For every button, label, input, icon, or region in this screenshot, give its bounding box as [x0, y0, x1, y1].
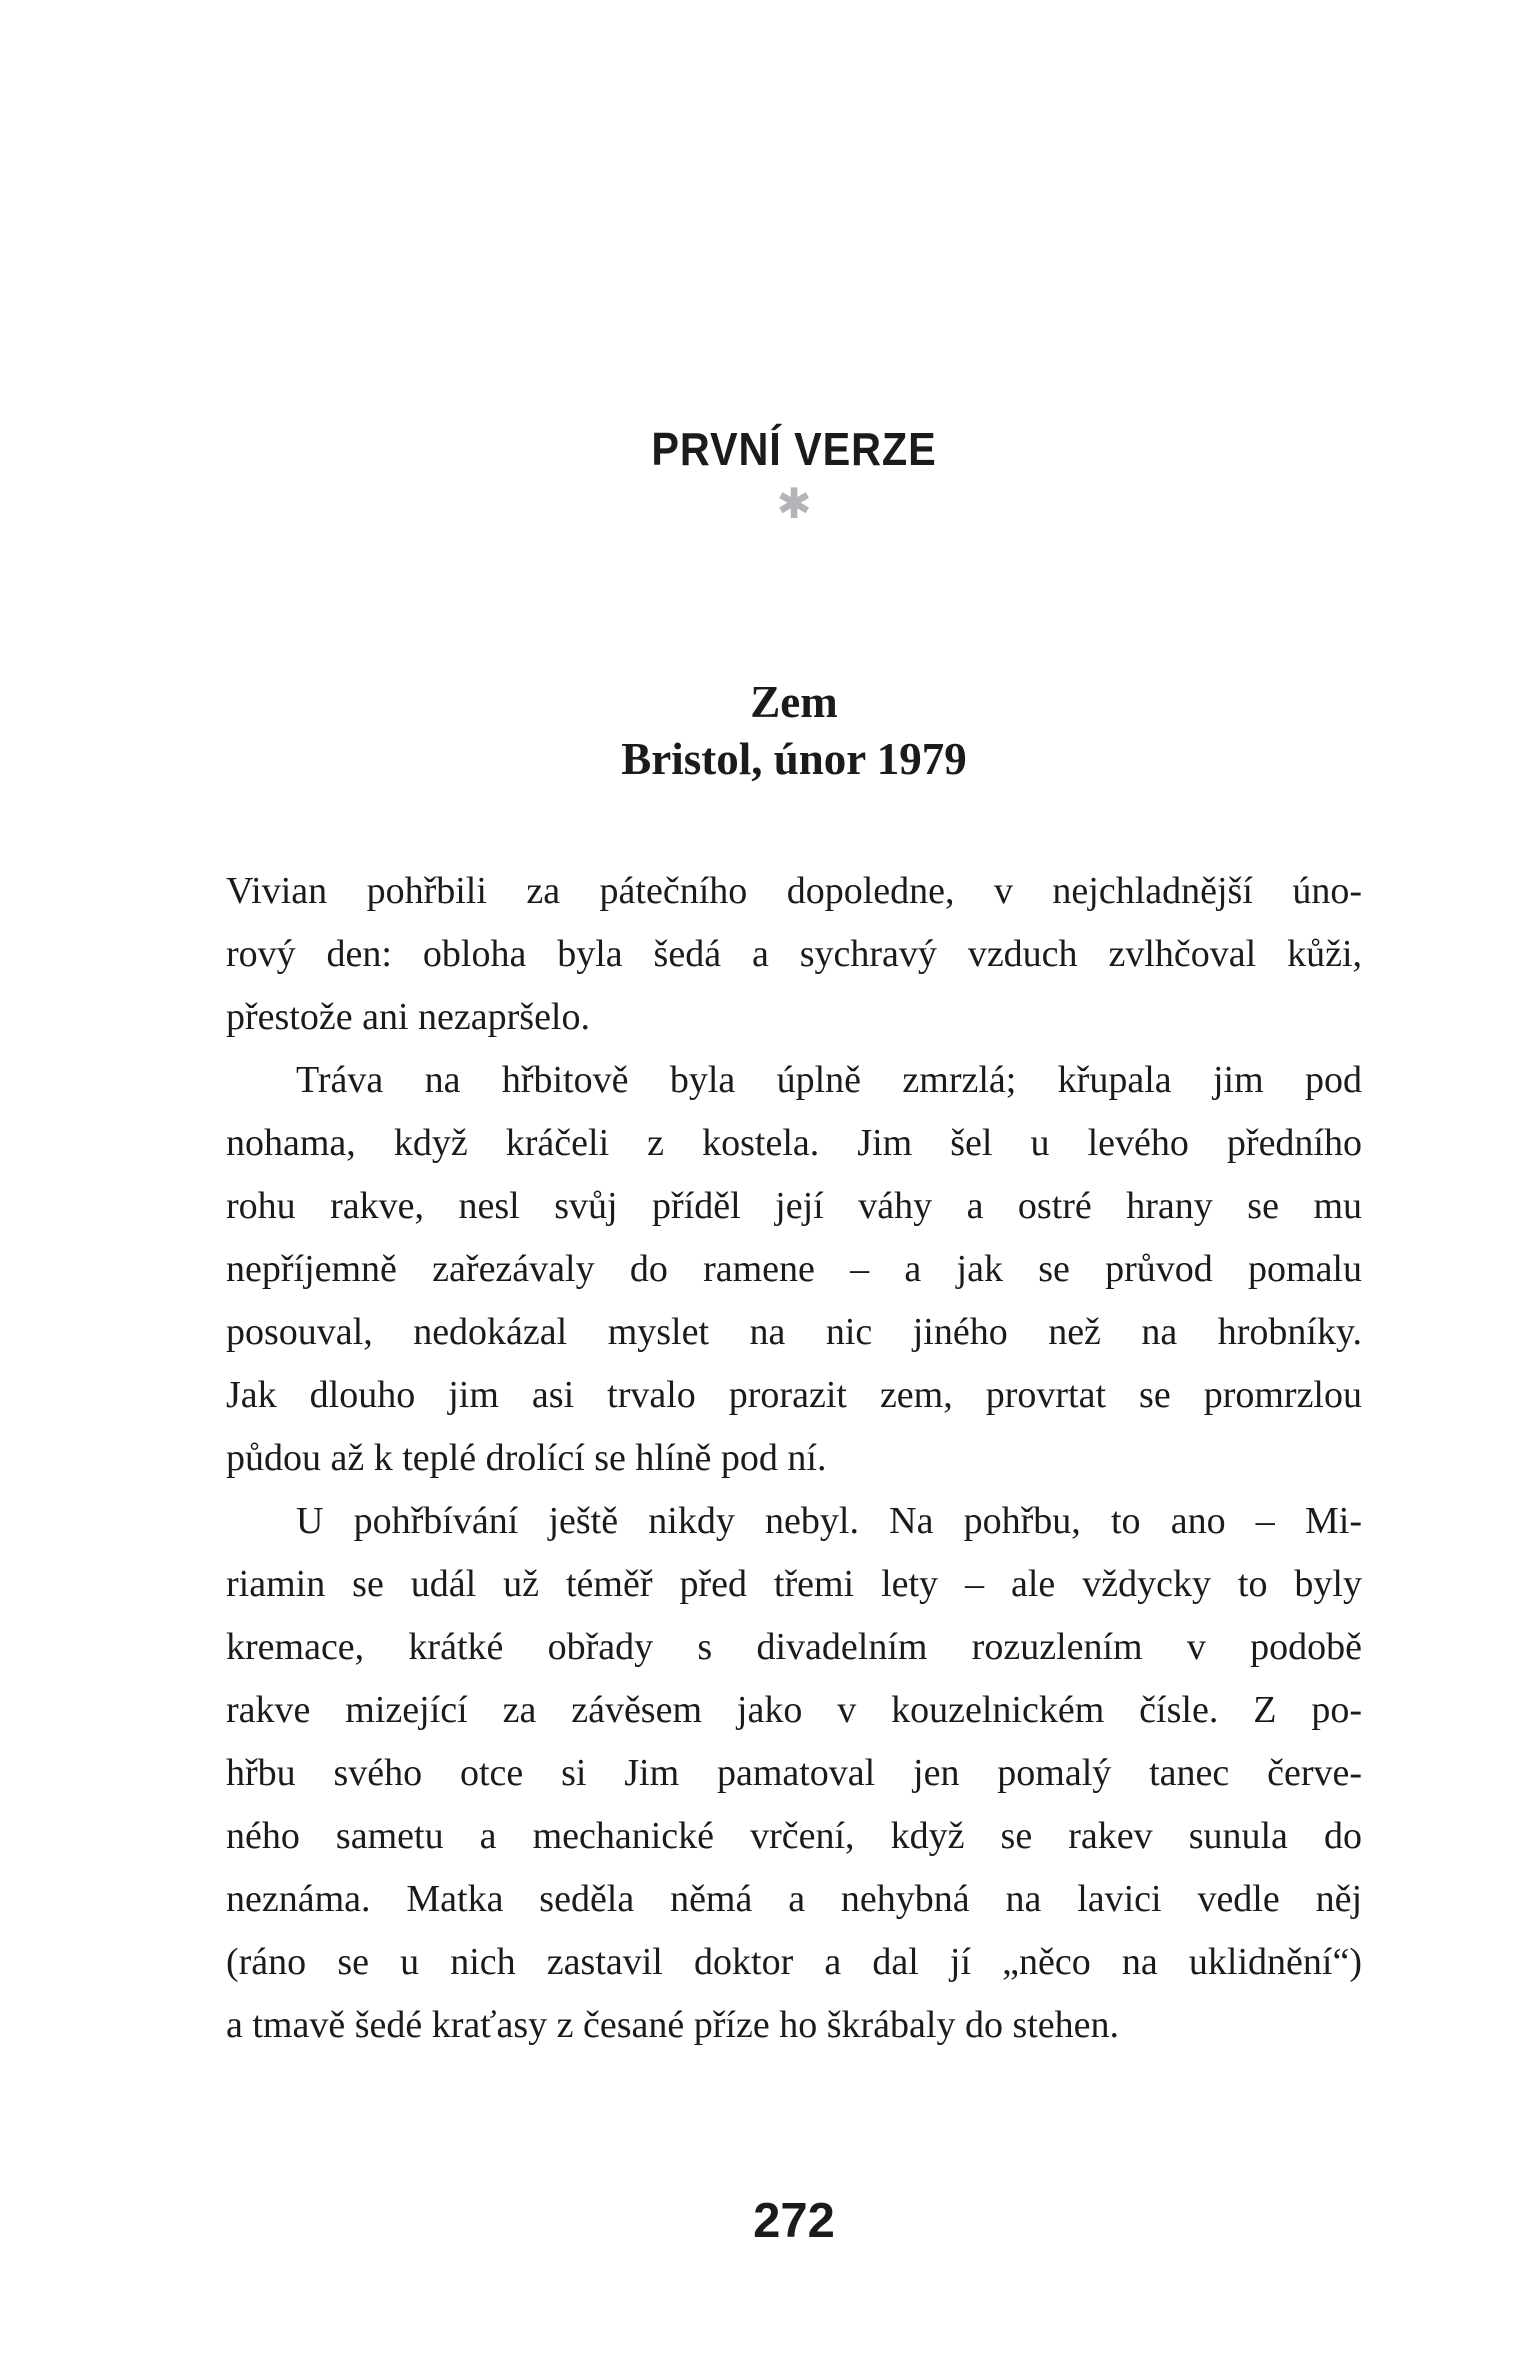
text-line: posouval, nedokázal myslet na nic jiného než na hrobníky.: [226, 1311, 1362, 1353]
text-line: ného sametu a mechanické vrčení, když se rakev sunula do: [226, 1815, 1362, 1857]
page-number: 272: [753, 2194, 835, 2248]
text-line: nepříjemně zařezávaly do ramene – a jak se průvod pomalu: [226, 1248, 1362, 1290]
body-text: [226, 860, 1362, 2057]
chapter-subtitle: Bristol, únor 1979: [621, 734, 967, 784]
text-line: Tráva na hřbitově byla úplně zmrzlá; křupala jim pod: [296, 1059, 1362, 1101]
text-line: rakve mizející za závěsem jako v kouzelnickém čísle. Z po-: [226, 1689, 1362, 1731]
asterisk-ornament-icon: ✱: [776, 479, 812, 528]
text-line: hřbu svého otce si Jim pamatoval jen pomalý tanec červe-: [226, 1752, 1362, 1794]
text-line: (ráno se u nich zastavil doktor a dal jí „něco na uklidnění“): [226, 1941, 1362, 1983]
text-line: půdou až k teplé drolící se hlíně pod ní.: [226, 1437, 827, 1479]
text-line: Vivian pohřbili za pátečního dopoledne, v nejchladnější úno-: [226, 870, 1362, 912]
text-line: a tmavě šedé kraťasy z česané příze ho škrábaly do stehen.: [226, 2004, 1120, 2046]
text-line: riamin se udál už téměř před třemi lety – ale vždycky to byly: [226, 1563, 1362, 1605]
text-line: nohama, když kráčeli z kostela. Jim šel u levého předního: [226, 1122, 1362, 1164]
text-line: Jak dlouho jim asi trvalo prorazit zem, provrtat se promrzlou: [226, 1374, 1362, 1416]
text-line: rohu rakve, nesl svůj příděl její váhy a ostré hrany se mu: [226, 1185, 1362, 1227]
text-line: kremace, krátké obřady s divadelním rozuzlením v podobě: [226, 1626, 1362, 1668]
chapter-heading: [226, 674, 1362, 788]
text-line: neznáma. Matka seděla němá a nehybná na lavici vedle něj: [226, 1878, 1362, 1920]
text-line: U pohřbívání ještě nikdy nebyl. Na pohřbu, to ano – Mi-: [296, 1500, 1362, 1542]
text-line: rový den: obloha byla šedá a sychravý vzduch zvlhčoval kůži,: [226, 933, 1362, 975]
section-header: PRVNÍ VERZE: [651, 423, 937, 475]
text-line: přestože ani nezapršelo.: [226, 996, 590, 1038]
chapter-title: Zem: [750, 677, 838, 727]
